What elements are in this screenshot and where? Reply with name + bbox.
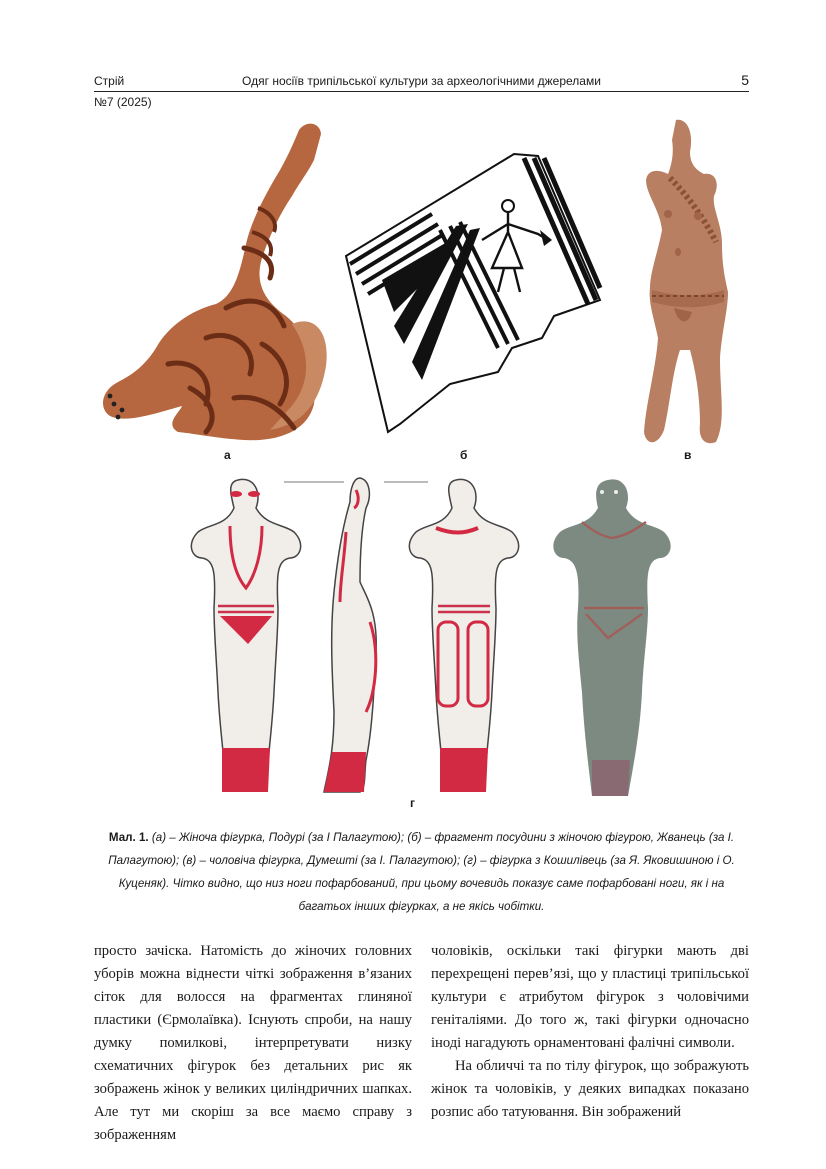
body-paragraph: На обличчі та по тілу фігурок, що зображують жінок та чоловіків, у деяких випадках показано розпис або татуювання. Він зображений (431, 1058, 749, 1120)
header-rule (94, 91, 749, 92)
body-paragraph: просто зачіска. Натомість до жіночих головних уборів можна віднести чіткі зображення в’язаних сіток для волосся на фрагментах глиняної пластики (Єрмолаївка). Існують спроби, на нашу думку помилкові, інтерпретувати низку схематичних фігурок без детальних рис як зображень жінок у великих циліндричних шапках. Але тут ми скоріш за все маємо справу з зображенням (94, 943, 412, 1143)
body-paragraph: чоловіків, оскільки такі фігурки мають дві перехрещені перев’язі, що у пластиці трипільської культури є атрибутом фігурок з чоловічими геніталіями. До того ж, такі фігурки одночасно іноді нагадують орнаментовані фалічні символи. (431, 943, 749, 1051)
page-number: 5 (741, 72, 749, 88)
header-running-title: Одяг носіїв трипільської культури за археологічними джерелами (242, 74, 601, 88)
issue-number: №7 (2025) (94, 95, 152, 109)
figurine-v-image (644, 120, 728, 443)
running-header (94, 72, 749, 92)
body-right-column (431, 940, 749, 1124)
figurine-a-image (103, 124, 327, 441)
figurine-g-photo-image (553, 479, 670, 796)
caption-label: Мал. 1. (108, 831, 149, 844)
panel-label-b: б (460, 448, 468, 462)
figurine-g-side-image (284, 478, 428, 792)
body-left-column (94, 940, 412, 1147)
header-author: Стрій (94, 74, 125, 88)
figurine-g-back-image (409, 479, 518, 792)
panel-label-a: а (224, 448, 231, 462)
vessel-fragment-b-image (346, 154, 600, 432)
panel-label-g: г (410, 796, 415, 810)
figure-illustrations (94, 112, 749, 822)
panel-label-v: в (684, 448, 692, 462)
figure-1 (94, 112, 749, 822)
figure-caption (94, 826, 749, 918)
caption-text: (а) – Жіноча фігурка, Подурі (за І Палагутою); (б) – фрагмент посудини з жіночою фігурою, Жванець (за І. Палагутою); (в) – чоловіча фігурка, Думешті (за І. Палагутою); (г) – фігурка з Кошилівець (за Я. Яковишиною і О. Куценяк). Чітко видно, що низ ноги пофарбований, при цьому вочевидь показує саме пофарбовані ноги, як і на багатьох інших фігурках, а не якісь чобітки. (108, 831, 735, 913)
figurine-g-front-image (191, 479, 300, 792)
